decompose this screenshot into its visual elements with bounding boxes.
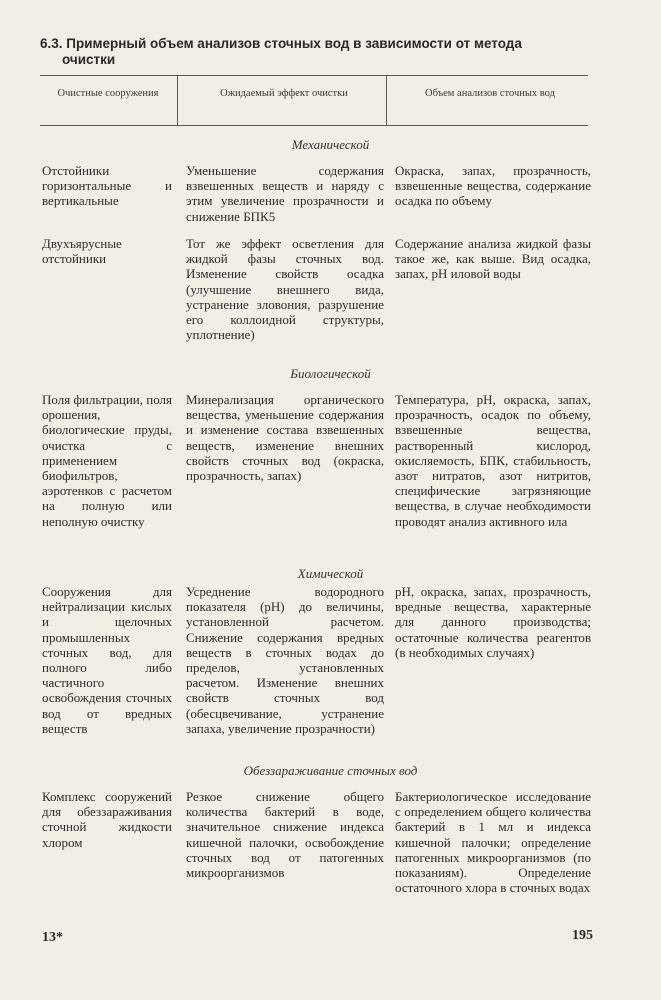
header-divider-1 xyxy=(177,76,178,125)
section-heading-chemical: Химической xyxy=(297,566,364,581)
header-top-rule xyxy=(40,75,588,76)
section-heading-disinfection: Обеззараживание сточных вод xyxy=(243,763,418,778)
table-cell-facility: Отстойники горизонтальные и вертикальные xyxy=(42,163,172,209)
header-bottom-rule xyxy=(40,125,588,126)
table-cell-facility: Комплекс сооружений для обеззараживания сточной жидкости хлором xyxy=(42,789,172,850)
table-cell-effect: Тот же эффект осветления для жидкой фазы сточных вод. Изменение свойств осадка (улучшение внешнего вида, устранение зловония, разрушение его коллоидной структуры, уплотнение) xyxy=(186,236,384,343)
table-cell-analysis: Температура, pH, окраска, запах, прозрачность, осадок по объему, взвешенные вещества, растворенный кислород, окисляемость, БПК, стабильность, азот нитратов, азот нитритов, специфические загрязняющие вещества, в случае необходимости проводят анализ активного ила xyxy=(395,392,591,529)
table-title-line1: 6.3. Примерный объем анализов сточных вод в зависимости от метода xyxy=(40,36,522,51)
table-cell-effect: Минерализация органического вещества, уменьшение содержания и изменение состава взвешенных веществ, изменение внешних свойств сточных вод (окраска, прозрачность, запах) xyxy=(186,392,384,484)
header-divider-2 xyxy=(386,76,387,125)
section-heading-biological: Биологической xyxy=(290,366,371,381)
table-title xyxy=(40,36,600,68)
table-cell-facility: Сооружения для нейтрализации кислых и щелочных промышленных сточных вод, для полного либо частичного освобождения сточных вод от вредных веществ xyxy=(42,584,172,736)
table-title-line2: очистки xyxy=(62,52,116,67)
table-cell-facility: Двухъярусные отстойники xyxy=(42,236,122,267)
header-analysis: Объем анализов сточных вод xyxy=(425,88,555,99)
header-facilities: Очистные сооружения xyxy=(57,88,159,99)
table-cell-analysis: Бактериологическое исследование с определением общего количества бактерий в 1 мл и индекса кишечной палочки; определение патогенных микроорганизмов (по показаниям). Определение остаточного хлора в сточных водах xyxy=(395,789,591,896)
table-cell-analysis: pH, окраска, запах, прозрачность, вредные вещества, характерные для данного производства; остаточные количества реагентов (в необходимых случаях) xyxy=(395,584,591,660)
header-effect: Ожидаемый эффект очистки xyxy=(220,88,348,99)
page-number: 195 xyxy=(572,928,593,943)
signature-mark: 13* xyxy=(42,930,63,945)
table-cell-facility: Поля фильтрации, поля орошения, биологические пруды, очистка с применением биофильтров, аэротенков с расчетом на полную или неполную очистку xyxy=(42,392,172,529)
table-cell-effect: Уменьшение содержания взвешенных веществ и наряду с этим увеличение прозрачности и снижение БПК5 xyxy=(186,163,384,224)
section-heading-mechanical: Механической xyxy=(291,137,370,152)
table-cell-analysis: Окраска, запах, прозрачность, взвешенные вещества, содержание осадка по объему xyxy=(395,163,591,209)
table-cell-effect: Резкое снижение общего количества бактерий в воде, значительное снижение индекса кишечной палочки, освобождение сточных вод от патогенных микроорганизмов xyxy=(186,789,384,881)
table-cell-analysis: Содержание анализа жидкой фазы такое же, как выше. Вид осадка, запах, pH иловой воды xyxy=(395,236,591,282)
table-cell-effect: Усреднение водородного показателя (pH) до величины, установленной расчетом. Снижение содержания вредных веществ в сточных водах до пределов, установленных расчетом. Изменение внешних свойств сточных вод (обесцвечивание, устранение запаха, увеличение прозрачности) xyxy=(186,584,384,736)
